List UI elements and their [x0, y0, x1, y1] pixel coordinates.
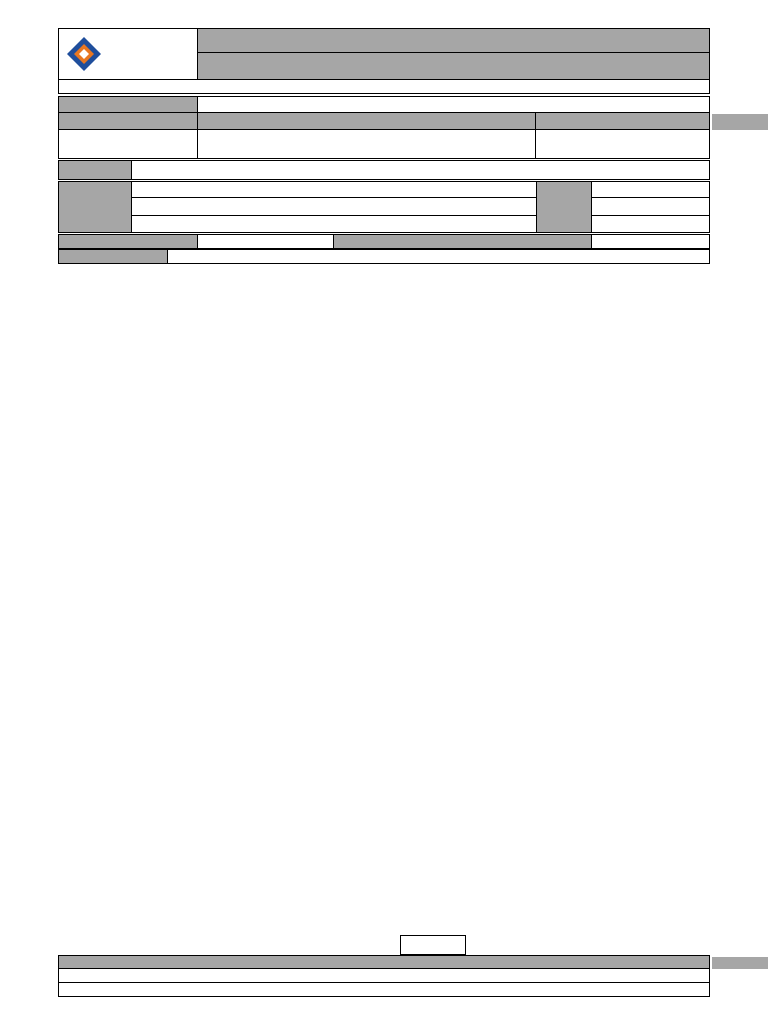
period-value [197, 234, 334, 249]
scope-value [535, 129, 710, 159]
date-value [58, 129, 198, 159]
approval-row-2 [58, 982, 710, 997]
approval-title [58, 955, 710, 969]
dept-title [197, 28, 710, 53]
analysis-value [591, 234, 710, 249]
side-shade-2 [712, 957, 768, 969]
indicator-1 [131, 181, 537, 198]
meta-value-2 [591, 197, 710, 216]
date-label [58, 112, 198, 130]
leader-value [167, 249, 710, 264]
objectives-value [131, 160, 710, 180]
meta-value-3 [591, 215, 710, 233]
indicator-3 [131, 215, 537, 233]
process-value [197, 129, 536, 159]
period-label [58, 234, 198, 249]
indicators-label [58, 181, 132, 233]
side-shade [712, 114, 768, 130]
analysis-label [333, 234, 592, 249]
meta-label [536, 181, 592, 233]
meta-value-1 [591, 181, 710, 198]
logo-mark-icon [65, 35, 103, 73]
leader-label [58, 249, 168, 264]
program-name-label [58, 96, 198, 113]
warning-banner [58, 79, 710, 94]
company-logo [58, 28, 198, 80]
program-name-value [197, 96, 710, 113]
process-label [197, 112, 536, 130]
doc-title [197, 52, 710, 80]
approval-row-1 [58, 968, 710, 983]
scope-label [535, 112, 710, 130]
total-coverage [400, 935, 466, 955]
indicator-2 [131, 197, 537, 216]
objectives-label [58, 160, 132, 180]
